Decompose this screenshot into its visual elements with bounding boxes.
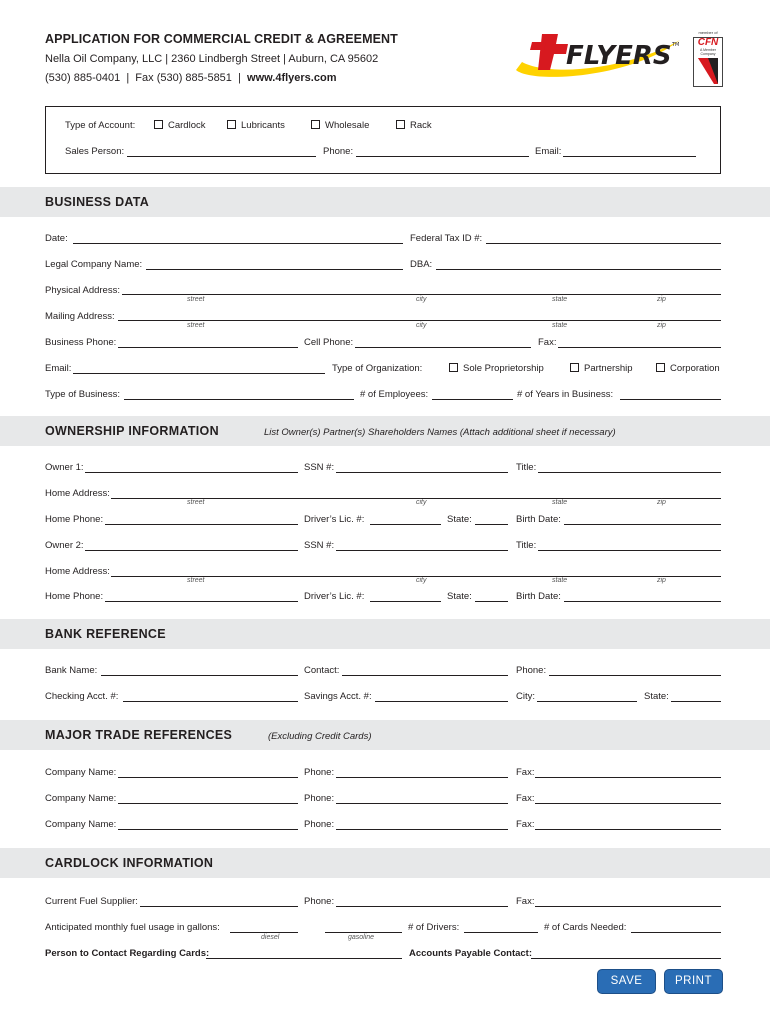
dba-field[interactable] xyxy=(436,269,721,270)
sales-email-label: Email: xyxy=(535,146,562,157)
owner1-home-phone-field[interactable] xyxy=(105,524,298,525)
savings-acct-label: Savings Acct. #: xyxy=(304,691,372,702)
cfn-emblem xyxy=(694,56,722,86)
company-address: Nella Oil Company, LLC | 2360 Lindbergh Street | Auburn, CA 95602 xyxy=(45,53,379,65)
partnership-label: Partnership xyxy=(584,363,633,374)
business-fax-field[interactable] xyxy=(558,347,721,348)
bank-state-label: State: xyxy=(644,691,669,702)
lubricants-checkbox[interactable] xyxy=(227,120,236,129)
checking-acct-field[interactable] xyxy=(123,701,298,702)
dba-label: DBA: xyxy=(410,259,433,270)
legal-company-name-field[interactable] xyxy=(146,269,403,270)
checking-acct-label: Checking Acct. #: xyxy=(45,691,119,702)
business-data-heading: BUSINESS DATA xyxy=(45,195,150,209)
owner2-drivers-lic-label: Driver’s Lic. #: xyxy=(304,591,365,602)
trade1-fax-field[interactable] xyxy=(535,777,721,778)
cfn-sub: A Member Company xyxy=(700,48,716,56)
type-org-label: Type of Organization: xyxy=(332,363,423,374)
cell-phone-label: Cell Phone: xyxy=(304,337,354,348)
employees-label: # of Employees: xyxy=(360,389,429,400)
ownership-note: List Owner(s) Partner(s) Shareholders Names (Attach additional sheet if necessary) xyxy=(264,427,616,438)
physical-address-field[interactable] xyxy=(122,294,721,295)
save-button[interactable]: SAVE xyxy=(597,969,656,994)
lubricants-label: Lubricants xyxy=(241,120,285,131)
sales-person-label: Sales Person: xyxy=(65,146,125,157)
cfn-caption: member of xyxy=(698,30,718,35)
owner1-field[interactable] xyxy=(85,472,298,473)
sub-city: city xyxy=(416,577,427,584)
ap-contact-field[interactable] xyxy=(531,958,721,959)
owner1-birth-date-label: Birth Date: xyxy=(516,514,561,525)
trade2-fax-field[interactable] xyxy=(535,803,721,804)
wholesale-label: Wholesale xyxy=(325,120,370,131)
account-type-box xyxy=(45,106,721,174)
diesel-usage-field[interactable] xyxy=(230,932,298,933)
drivers-count-label: # of Drivers: xyxy=(408,922,460,933)
corporation-checkbox[interactable] xyxy=(656,363,665,372)
partnership-checkbox[interactable] xyxy=(570,363,579,372)
owner1-drivers-lic-field[interactable] xyxy=(370,524,441,525)
fuel-supplier-label: Current Fuel Supplier: xyxy=(45,896,138,907)
trade3-fax-label: Fax: xyxy=(516,819,535,830)
drivers-count-field[interactable] xyxy=(464,932,538,933)
sub-state: state xyxy=(552,499,568,506)
corporation-label: Corporation xyxy=(670,363,720,374)
owner1-birth-date-field[interactable] xyxy=(564,524,721,525)
trade3-company-label: Company Name: xyxy=(45,819,117,830)
trade1-phone-field[interactable] xyxy=(336,777,508,778)
sub-street: street xyxy=(187,499,205,506)
cardlock-label: Cardlock xyxy=(168,120,206,131)
bank-phone-field[interactable] xyxy=(549,675,721,676)
website-link[interactable]: www.4flyers.com xyxy=(247,72,337,84)
business-email-label: Email: xyxy=(45,363,72,374)
physical-address-label: Physical Address: xyxy=(45,285,120,296)
mailing-address-label: Mailing Address: xyxy=(45,311,115,322)
mailing-address-field[interactable] xyxy=(118,320,721,321)
federal-tax-field[interactable] xyxy=(486,243,721,244)
business-phone-label: Business Phone: xyxy=(45,337,117,348)
owner2-home-phone-field[interactable] xyxy=(105,601,298,602)
business-email-field[interactable] xyxy=(73,373,325,374)
sub-state: state xyxy=(552,296,568,303)
bank-phone-label: Phone: xyxy=(516,665,547,676)
owner2-field[interactable] xyxy=(85,550,298,551)
trade1-company-label: Company Name: xyxy=(45,767,117,778)
owner2-state-field[interactable] xyxy=(475,601,508,602)
sole-proprietorship-checkbox[interactable] xyxy=(449,363,458,372)
sub-zip: zip xyxy=(657,296,666,303)
sub-state: state xyxy=(552,577,568,584)
logo-tm: TM xyxy=(672,42,680,48)
owner2-birth-date-label: Birth Date: xyxy=(516,591,561,602)
years-label: # of Years in Business: xyxy=(517,389,614,400)
owner2-state-label: State: xyxy=(447,591,472,602)
print-button[interactable]: PRINT xyxy=(664,969,723,994)
contact-cards-label: Person to Contact Regarding Cards: xyxy=(45,948,210,959)
sub-street: street xyxy=(187,296,205,303)
owner1-label: Owner 1: xyxy=(45,462,84,473)
owner2-title-field[interactable] xyxy=(538,550,721,551)
ownership-heading: OWNERSHIP INFORMATION xyxy=(45,424,219,438)
bank-contact-label: Contact: xyxy=(304,665,340,676)
rack-checkbox[interactable] xyxy=(396,120,405,129)
employees-field[interactable] xyxy=(432,399,513,400)
gasoline-usage-field[interactable] xyxy=(325,932,402,933)
bank-contact-field[interactable] xyxy=(342,675,508,676)
trade1-company-field[interactable] xyxy=(118,777,298,778)
cfn-text: CFN xyxy=(697,37,719,48)
sub-street: street xyxy=(187,322,205,329)
cardlock-fax-field[interactable] xyxy=(535,906,721,907)
owner1-drivers-lic-label: Driver’s Lic. #: xyxy=(304,514,365,525)
owner1-ssn-label: SSN #: xyxy=(304,462,335,473)
company-phone-fax: (530) 885-0401 | Fax (530) 885-5851 | xyxy=(45,72,248,84)
owner2-title-label: Title: xyxy=(516,540,537,551)
sub-city: city xyxy=(416,322,427,329)
trade2-company-label: Company Name: xyxy=(45,793,117,804)
cardlock-phone-field[interactable] xyxy=(336,906,508,907)
federal-tax-label: Federal Tax ID #: xyxy=(410,233,483,244)
sub-diesel: diesel xyxy=(261,934,280,941)
business-phone-field[interactable] xyxy=(118,347,298,348)
rack-label: Rack xyxy=(410,120,432,131)
sole-proprietorship-label: Sole Proprietorship xyxy=(463,363,544,374)
owner1-state-field[interactable] xyxy=(475,524,508,525)
sales-phone-label: Phone: xyxy=(323,146,354,157)
wholesale-checkbox[interactable] xyxy=(311,120,320,129)
owner2-ssn-field[interactable] xyxy=(336,550,508,551)
owner1-home-phone-label: Home Phone: xyxy=(45,514,104,525)
date-field[interactable] xyxy=(73,243,403,244)
trade3-phone-label: Phone: xyxy=(304,819,335,830)
owner2-home-phone-label: Home Phone: xyxy=(45,591,104,602)
sub-zip: zip xyxy=(657,499,666,506)
company-contact xyxy=(45,72,336,84)
type-business-field[interactable] xyxy=(124,399,354,400)
trade2-phone-field[interactable] xyxy=(336,803,508,804)
cardlock-phone-label: Phone: xyxy=(304,896,335,907)
flyers-logo xyxy=(512,26,682,86)
trade-references-heading: MAJOR TRADE REFERENCES xyxy=(45,728,233,742)
sales-person-field[interactable] xyxy=(127,156,316,157)
logo-text: FLYERS xyxy=(566,41,672,71)
sub-city: city xyxy=(416,499,427,506)
sales-phone-field[interactable] xyxy=(356,156,529,157)
form-title: APPLICATION FOR COMMERCIAL CREDIT & AGREEMENT xyxy=(45,32,398,46)
business-fax-label: Fax: xyxy=(538,337,557,348)
contact-cards-field[interactable] xyxy=(206,958,402,959)
sub-street: street xyxy=(187,577,205,584)
bank-city-label: City: xyxy=(516,691,535,702)
ap-contact-label: Accounts Payable Contact: xyxy=(409,948,532,959)
cardlock-fax-label: Fax: xyxy=(516,896,535,907)
date-label: Date: xyxy=(45,233,68,244)
bank-name-label: Bank Name: xyxy=(45,665,98,676)
trade1-fax-label: Fax: xyxy=(516,767,535,778)
cards-needed-field[interactable] xyxy=(631,932,721,933)
bank-state-field[interactable] xyxy=(671,701,721,702)
sub-zip: zip xyxy=(657,577,666,584)
trade-references-note: (Excluding Credit Cards) xyxy=(268,731,372,742)
savings-acct-field[interactable] xyxy=(375,701,508,702)
cardlock-checkbox[interactable] xyxy=(154,120,163,129)
cfn-logo xyxy=(693,37,723,87)
bank-city-field[interactable] xyxy=(537,701,637,702)
bank-reference-heading: BANK REFERENCE xyxy=(45,627,166,641)
fuel-usage-label: Anticipated monthly fuel usage in gallons: xyxy=(45,922,220,933)
sub-city: city xyxy=(416,296,427,303)
trade3-company-field[interactable] xyxy=(118,829,298,830)
owner1-state-label: State: xyxy=(447,514,472,525)
trade2-phone-label: Phone: xyxy=(304,793,335,804)
owner2-ssn-label: SSN #: xyxy=(304,540,335,551)
owner1-title-field[interactable] xyxy=(538,472,721,473)
cell-phone-field[interactable] xyxy=(355,347,531,348)
sub-zip: zip xyxy=(657,322,666,329)
fuel-supplier-field[interactable] xyxy=(140,906,298,907)
owner2-drivers-lic-field[interactable] xyxy=(370,601,441,602)
owner1-home-address-label: Home Address: xyxy=(45,488,110,499)
type-business-label: Type of Business: xyxy=(45,389,120,400)
cards-needed-label: # of Cards Needed: xyxy=(544,922,627,933)
cardlock-heading: CARDLOCK INFORMATION xyxy=(45,856,214,870)
sales-email-field[interactable] xyxy=(563,156,696,157)
trade2-company-field[interactable] xyxy=(118,803,298,804)
sub-state: state xyxy=(552,322,568,329)
owner1-title-label: Title: xyxy=(516,462,537,473)
bank-name-field[interactable] xyxy=(101,675,298,676)
owner2-label: Owner 2: xyxy=(45,540,84,551)
trade3-fax-field[interactable] xyxy=(535,829,721,830)
owner2-home-address-label: Home Address: xyxy=(45,566,110,577)
trade3-phone-field[interactable] xyxy=(336,829,508,830)
years-field[interactable] xyxy=(620,399,721,400)
owner1-ssn-field[interactable] xyxy=(336,472,508,473)
trade1-phone-label: Phone: xyxy=(304,767,335,778)
owner2-birth-date-field[interactable] xyxy=(564,601,721,602)
account-type-label: Type of Account: xyxy=(65,120,136,131)
legal-company-name-label: Legal Company Name: xyxy=(45,259,143,270)
sub-gasoline: gasoline xyxy=(348,934,375,941)
trade2-fax-label: Fax: xyxy=(516,793,535,804)
